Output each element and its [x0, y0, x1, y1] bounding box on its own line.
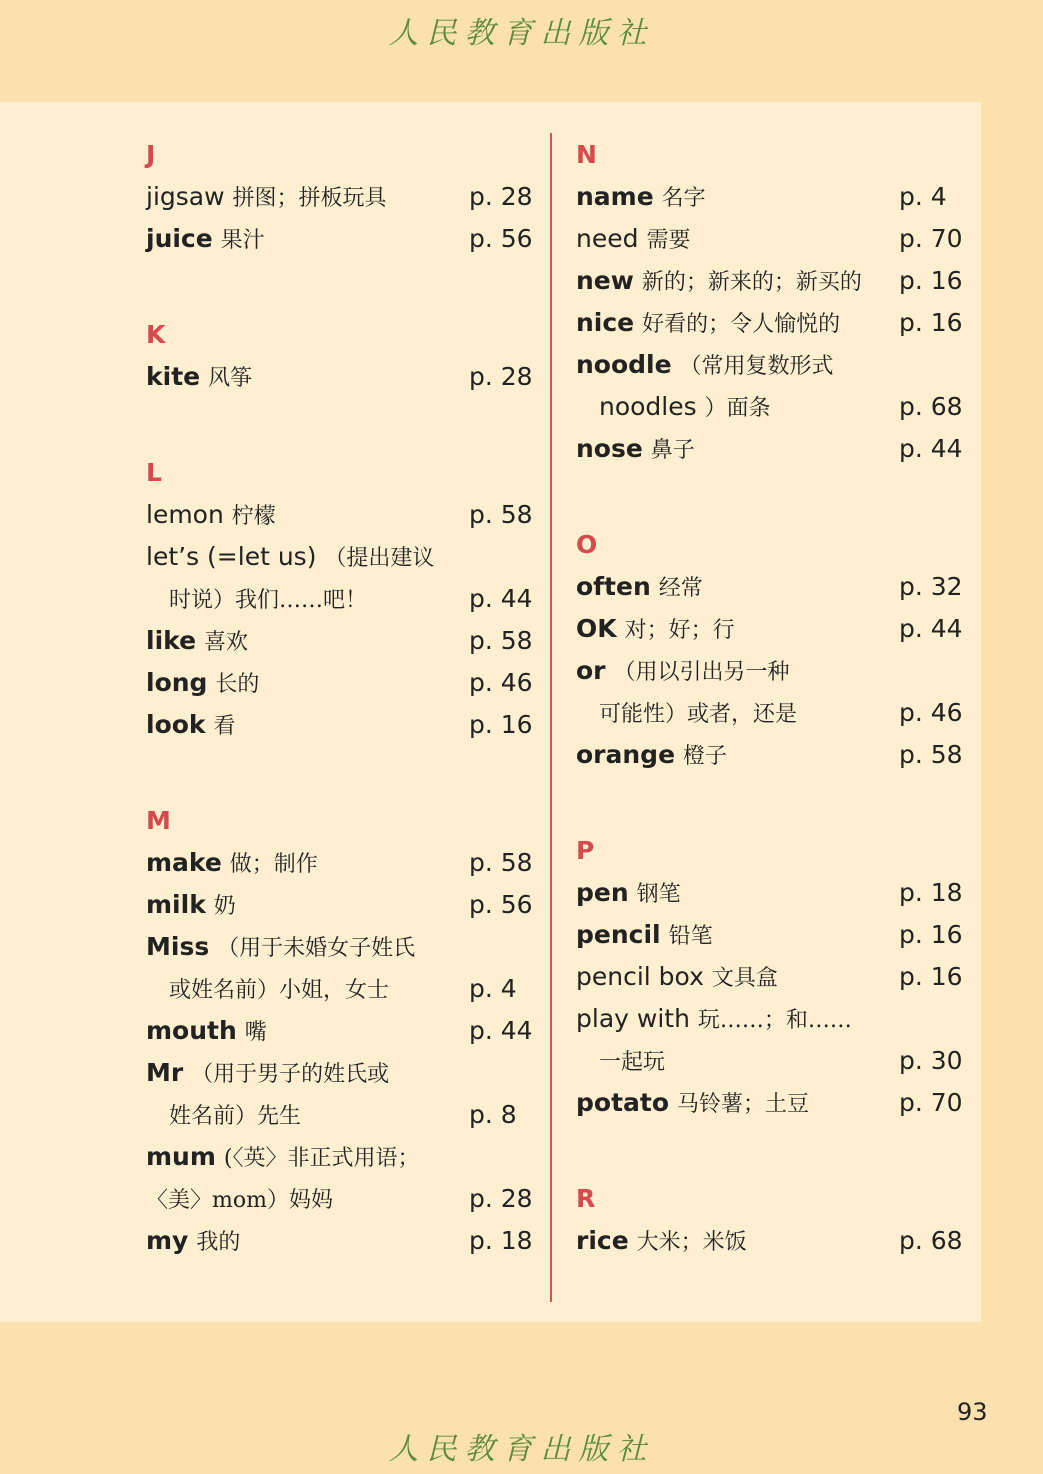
entry-headword: mum — [146, 1142, 216, 1171]
entry-page-ref: p. 28 — [469, 1184, 533, 1213]
section-letter-p: P — [576, 836, 595, 865]
section-letter-n: N — [576, 140, 597, 169]
entry-page-ref: p. 44 — [899, 434, 963, 463]
glossary-entry — [146, 1010, 267, 1052]
entry-headword: OK — [576, 614, 617, 643]
glossary-entry — [146, 494, 276, 536]
glossary-entry — [146, 884, 236, 926]
entry-meaning: 铅笔 — [668, 924, 713, 949]
entry-page-ref: p. 56 — [469, 224, 533, 253]
entry-headword: mouth — [146, 1016, 237, 1045]
entry-meaning: 对；好；行 — [624, 618, 735, 643]
glossary-entry — [146, 1136, 419, 1178]
entry-headword: pencil box — [576, 962, 704, 991]
glossary-entry — [576, 608, 735, 650]
entry-page-ref: p. 28 — [469, 182, 533, 211]
entry-page-ref: p. 46 — [469, 668, 533, 697]
entry-page-ref: p. 44 — [469, 584, 533, 613]
glossary-entry — [169, 968, 389, 1010]
section-letter-l: L — [146, 458, 162, 487]
entry-meaning: ）面条 — [704, 396, 771, 421]
entry-meaning: (〈英〉非正式用语； — [223, 1146, 420, 1171]
entry-headword: new — [576, 266, 634, 295]
entry-meaning: 时说）我们……吧！ — [169, 588, 368, 613]
glossary-entry — [576, 344, 834, 386]
entry-meaning: 嘴 — [244, 1020, 267, 1045]
glossary-entry — [576, 998, 852, 1040]
glossary-entry — [146, 620, 248, 662]
entry-headword: noodles — [599, 392, 697, 421]
glossary-entry — [146, 356, 252, 398]
entry-page-ref: p. 16 — [899, 308, 963, 337]
glossary-entry — [146, 1052, 389, 1094]
entry-page-ref: p. 30 — [899, 1046, 963, 1075]
entry-meaning: （用于未婚女子姓氏 — [217, 936, 416, 961]
glossary-entry — [576, 914, 713, 956]
entry-page-ref: p. 58 — [899, 740, 963, 769]
entry-headword: let’s (=let us) — [146, 542, 317, 571]
entry-meaning: 一起玩 — [599, 1050, 666, 1075]
glossary-entry — [576, 956, 778, 998]
entry-page-ref: p. 68 — [899, 1226, 963, 1255]
entry-page-ref: p. 16 — [899, 266, 963, 295]
glossary-entry — [576, 218, 690, 260]
entry-meaning: 或姓名前）小姐，女士 — [169, 978, 390, 1003]
entry-page-ref: p. 70 — [899, 1088, 963, 1117]
entry-meaning: 〈美〉mom）妈妈 — [146, 1188, 333, 1213]
entry-page-ref: p. 46 — [899, 698, 963, 727]
entry-headword: need — [576, 224, 639, 253]
entry-headword: jigsaw — [146, 182, 225, 211]
entry-meaning: 文具盒 — [711, 966, 778, 991]
entry-page-ref: p. 4 — [469, 974, 517, 1003]
entry-headword: lemon — [146, 500, 224, 529]
glossary-entry — [576, 734, 727, 776]
entry-page-ref: p. 58 — [469, 848, 533, 877]
entry-page-ref: p. 16 — [899, 920, 963, 949]
entry-headword: pencil — [576, 920, 661, 949]
entry-meaning: 喜欢 — [204, 630, 249, 655]
column-divider — [550, 133, 552, 1302]
glossary-entry — [146, 176, 387, 218]
entry-meaning: 大米；米饭 — [636, 1230, 747, 1255]
entry-page-ref: p. 58 — [469, 500, 533, 529]
entry-headword: pen — [576, 878, 629, 907]
entry-headword: look — [146, 710, 206, 739]
entry-page-ref: p. 4 — [899, 182, 947, 211]
section-letter-k: K — [146, 320, 166, 349]
entry-headword: orange — [576, 740, 676, 769]
entry-meaning: 玩……；和…… — [697, 1008, 852, 1033]
entry-meaning: 拼图；拼板玩具 — [232, 186, 387, 211]
glossary-entry — [576, 1220, 747, 1262]
entry-headword: make — [146, 848, 222, 877]
entry-meaning: 姓名前）先生 — [169, 1104, 302, 1129]
entry-meaning: 看 — [213, 714, 236, 739]
entry-meaning: 鼻子 — [650, 438, 695, 463]
glossary-entry — [576, 650, 789, 692]
entry-page-ref: p. 16 — [469, 710, 533, 739]
entry-page-ref: p. 56 — [469, 890, 533, 919]
glossary-entry — [576, 566, 703, 608]
glossary-entry — [169, 1094, 301, 1136]
glossary-entry — [576, 176, 706, 218]
glossary-entry — [576, 260, 862, 302]
glossary-entry — [169, 578, 367, 620]
entry-headword: kite — [146, 362, 201, 391]
glossary-entry — [576, 872, 681, 914]
entry-meaning: 好看的；令人愉悦的 — [642, 312, 841, 337]
entry-headword: nice — [576, 308, 635, 337]
glossary-entry — [146, 704, 236, 746]
entry-headword: like — [146, 626, 197, 655]
entry-page-ref: p. 70 — [899, 224, 963, 253]
glossary-entry — [146, 662, 259, 704]
entry-headword: nose — [576, 434, 643, 463]
entry-page-ref: p. 44 — [469, 1016, 533, 1045]
entry-meaning: 奶 — [213, 894, 236, 919]
entry-headword: juice — [146, 224, 213, 253]
glossary-entry — [146, 1220, 240, 1262]
section-letter-j: J — [146, 140, 156, 169]
entry-headword: play with — [576, 1004, 690, 1033]
entry-page-ref: p. 32 — [899, 572, 963, 601]
glossary-entry — [146, 536, 434, 578]
entry-headword: Mr — [146, 1058, 184, 1087]
entry-meaning: （用以引出另一种 — [613, 660, 790, 685]
publisher-logo-bottom: 人民教育出版社 — [388, 1432, 655, 1467]
entry-page-ref: p. 16 — [899, 962, 963, 991]
entry-meaning: 经常 — [658, 576, 703, 601]
entry-meaning: 钢笔 — [636, 882, 681, 907]
glossary-entry — [576, 428, 695, 470]
glossary-entry — [599, 692, 797, 734]
entry-meaning: 我的 — [196, 1230, 241, 1255]
entry-page-ref: p. 28 — [469, 362, 533, 391]
entry-meaning: （常用复数形式 — [679, 354, 834, 379]
entry-headword: name — [576, 182, 654, 211]
entry-meaning: 做；制作 — [229, 852, 318, 877]
entry-meaning: 果汁 — [220, 228, 265, 253]
glossary-entry — [146, 1178, 333, 1220]
entry-page-ref: p. 68 — [899, 392, 963, 421]
entry-meaning: 可能性）或者，还是 — [599, 702, 798, 727]
glossary-entry — [599, 386, 771, 428]
page-number: 93 — [957, 1398, 988, 1426]
section-letter-o: O — [576, 530, 598, 559]
entry-headword: or — [576, 656, 606, 685]
entry-meaning: 需要 — [646, 228, 691, 253]
entry-meaning: 新的；新来的；新买的 — [641, 270, 862, 295]
entry-headword: potato — [576, 1088, 670, 1117]
glossary-entry — [146, 218, 265, 260]
entry-headword: often — [576, 572, 651, 601]
entry-headword: Miss — [146, 932, 210, 961]
entry-meaning: （提出建议 — [324, 546, 435, 571]
entry-page-ref: p. 58 — [469, 626, 533, 655]
entry-headword: long — [146, 668, 208, 697]
glossary-entry — [146, 842, 318, 884]
entry-headword: my — [146, 1226, 189, 1255]
section-letter-r: R — [576, 1184, 596, 1213]
entry-meaning: 马铃薯；土豆 — [676, 1092, 809, 1117]
entry-meaning: （用于男子的姓氏或 — [191, 1062, 390, 1087]
glossary-entry — [576, 1082, 809, 1124]
entry-page-ref: p. 18 — [899, 878, 963, 907]
entry-headword: milk — [146, 890, 206, 919]
entry-meaning: 风筝 — [208, 366, 253, 391]
entry-meaning: 名字 — [661, 186, 706, 211]
entry-headword: noodle — [576, 350, 672, 379]
entry-page-ref: p. 44 — [899, 614, 963, 643]
glossary-entry — [146, 926, 415, 968]
entry-headword: rice — [576, 1226, 629, 1255]
entry-meaning: 长的 — [215, 672, 260, 697]
entry-meaning: 柠檬 — [231, 504, 276, 529]
glossary-entry — [576, 302, 840, 344]
entry-page-ref: p. 18 — [469, 1226, 533, 1255]
entry-page-ref: p. 8 — [469, 1100, 517, 1129]
section-letter-m: M — [146, 806, 171, 835]
glossary-entry — [599, 1040, 665, 1082]
publisher-logo-top: 人民教育出版社 — [388, 16, 655, 51]
entry-meaning: 橙子 — [682, 744, 727, 769]
